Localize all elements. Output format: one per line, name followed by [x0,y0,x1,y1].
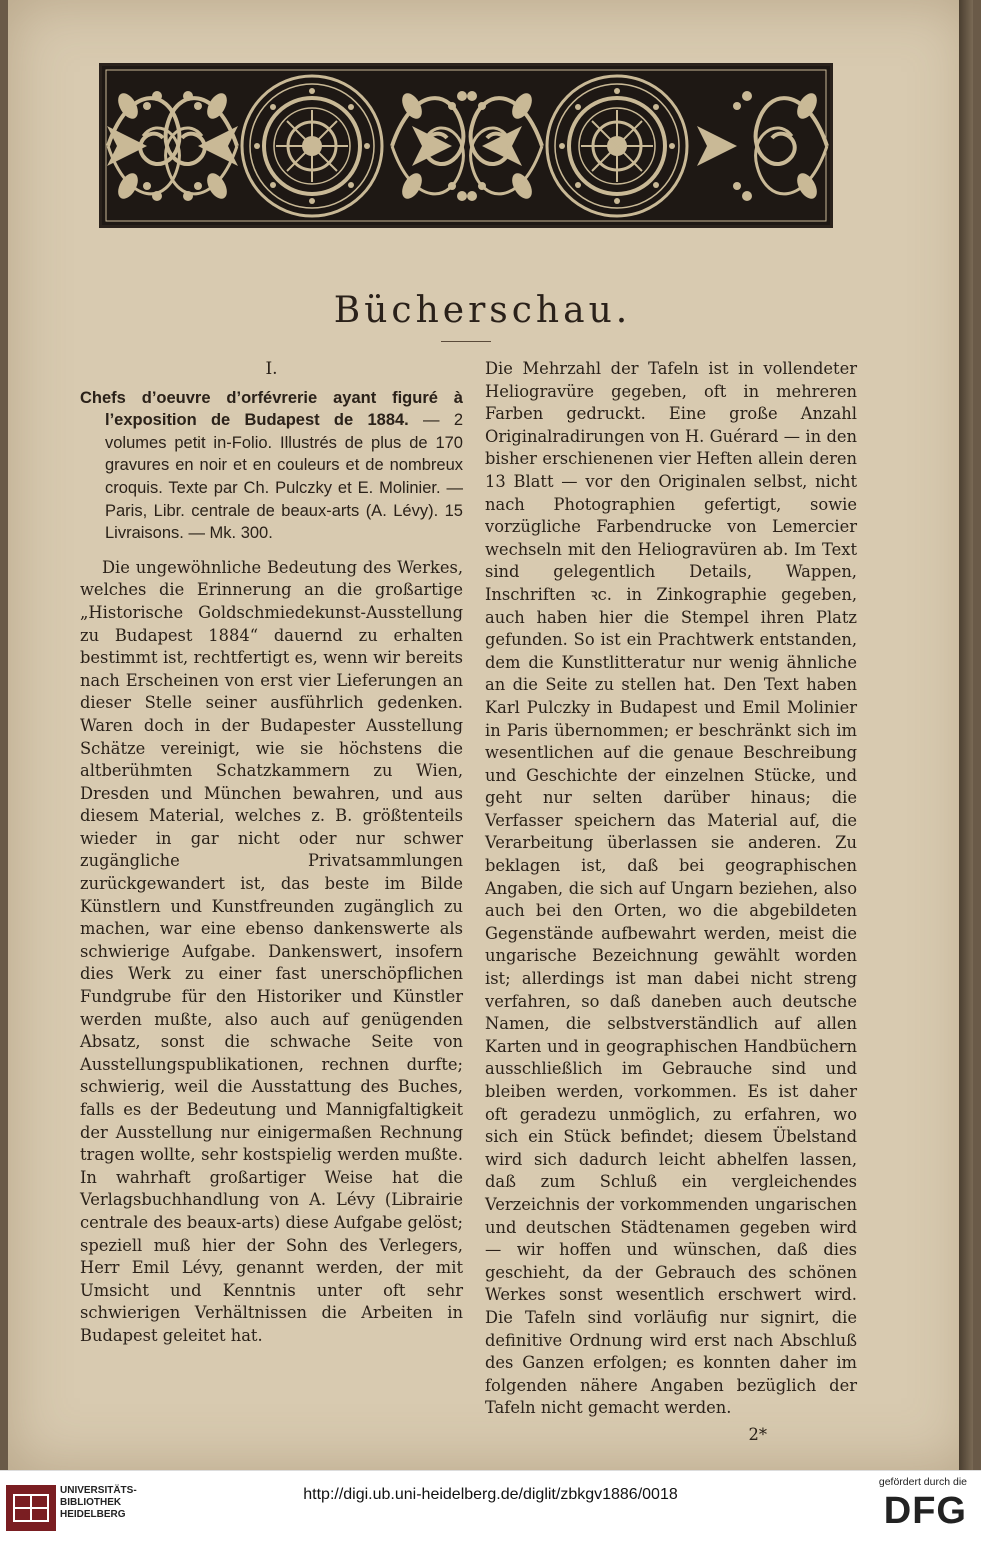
footer-bar [0,1470,981,1541]
title-divider [441,341,491,342]
page-marker: 2* [748,1424,767,1444]
entry-details: — 2 volumes petit in-Folio. Illustrés de plus de 170 gravures en noir et en couleurs et de nombreux croquis. Texte par Ch. Pulczky et E. Molinier. — Paris, Libr. centrale de beaux-arts (A. Lévy). 15 Livraisons. — Mk. 300. [105,411,463,543]
sponsor-caption: gefördert durch die [878,1476,967,1488]
bibliographic-entry [80,387,463,545]
ornamental-header-banner [99,63,833,228]
ornament-illustration [102,66,830,225]
right-column [485,358,857,1447]
entry-title: Chefs d’oeuvre d’orfévrerie ayant figuré à l’exposition de Budapest de 1884. [80,388,463,430]
body-paragraph-left: Die ungewöhnliche Bedeutung des Werkes, welches die Erinnerung an die großartige „Historische Goldschmiedekunst-Ausstellung zu Budapest 1884“ dauernd zu erhalten bestimmt ist, rechtfertigt es, wenn wir bereits nach Erscheinen von erst vier Lieferungen an dieser Stelle seiner ausführlich gedenken. Waren doch in der Budapester Ausstellung Schätze vereinigt, wie sie höchstens die altberühmten Schatzkammern zu Wien, Dresden und München bewahren, und aus diesem Material, welches z. B. größtenteils wieder in gar nicht oder nur schwer zugängliche Privatsammlungen zurückgewandert ist, das beste im Bilde Künstlern und Kunstfreunden zugänglich zu machen, war eine ebenso dankenswerte als schwierige Aufgabe. Dankenswert, insofern dies Werk zu einer fast unerschöpflichen Fundgrube für den Historiker und Künstler werden mußte, also auch auf genügenden Absatz, sonst die schwache Seite von Ausstellungspublikationen, rechnen durfte; schwierig, weil die Ausstattung des Buches, falls es der Bedeutung und Mannigfaltigkeit der Ausstellung nur einigermaßen Rechnung tragen wollte, sehr kostspielig werden mußte. In wahrhaft großartiger Weise hat die Verlagsbuchhandlung von A. Lévy (Librairie centrale des beaux-arts) diese Aufgabe gelöst; speziell muß hier der Sohn des Verlegers, Herr Emil Lévy, genannt werden, der mit Umsicht und Kenntnis unter oft sehr schwierigen Verhältnissen die Arbeiten in Budapest geleitet hat. [80,557,463,1345]
page-title: Bücherschau. [333,290,632,331]
section-number: I. [265,359,278,379]
dfg-logo: DFG [883,1490,967,1532]
body-paragraph-right: Die Mehrzahl der Tafeln ist in vollendeter Heliogravüre gegeben, oft in mehreren Farben gedruckt. Eine große Anzahl Originalradirungen von H. Guérard — in den bisher erschienenen vier Heften allein deren 13 Blatt — vor den Originalen selbst, nicht nach Photographien gefertigt, sowie vorzügliche Farbendrucke von Lemercier wechseln mit den Heliogravüren ab. Im Text sind gelegentlich Details, Wappen, Inschriften ꝛc. in Zinkographie gegeben, auch haben hier die Stempel ihren Platz gefunden. So ist ein Prachtwerk entstanden, dem die Kunstlitteratur nur wenig ähnliche an die Seite zu stellen hat. Den Text haben Karl Pulczky in Budapest und Emil Molinier in Paris übernommen; er beschränkt sich im wesentlichen auf die genaue Beschreibung und Geschichte der einzelnen Stücke, und geht nur selten darüber hinaus; die Verfasser speichern das Material auf, die Verarbeitung überlassen sie anderen. Zu beklagen ist, daß bei geographischen Angaben, die sich auf Ungarn beziehen, also auch bei den Orten, wo die abgebildeten Gegenstände aufbewahrt werden, meist die ungarische Bezeichnung gewählt worden ist; allerdings ist man dabei nicht streng verfahren, so daß daneben auch deutsche Namen, die selbstverständlich auf allen Karten und in geographischen Handbüchern ausschließlich im Gebrauche sind und bleiben werden, vorkommen. Es ist daher oft geradezu unmöglich, zu erfahren, wo sich ein Stück befindet; diesem Übelstand wird sich dadurch leicht abhelfen lassen, daß zum Schluß ein vergleichendes Verzeichnis der vorkommenden ungarischen und deutschen Städtenamen gegeben wird — wir hoffen und wünschen, daß dies geschieht, da der Gebrauch des schönen Werkes sonst wesentlich erschwert wird. Die Tafeln sind vorläufig nur signirt, die definitive Ordnung wird erst nach Abschluß des Ganzen erfolgen; es konnten daher im folgenden nähere Angaben bezüglich der Tafeln nicht gemacht werden. [485,359,857,1418]
left-column [80,358,463,1348]
university-library-name: UNIVERSITÄTS- BIBLIOTHEK HEIDELBERG [60,1485,137,1520]
source-url-link[interactable]: http://digi.ub.uni-heidelberg.de/diglit/zbkgv1886/0018 [303,1486,678,1503]
page-edge [959,0,973,1470]
